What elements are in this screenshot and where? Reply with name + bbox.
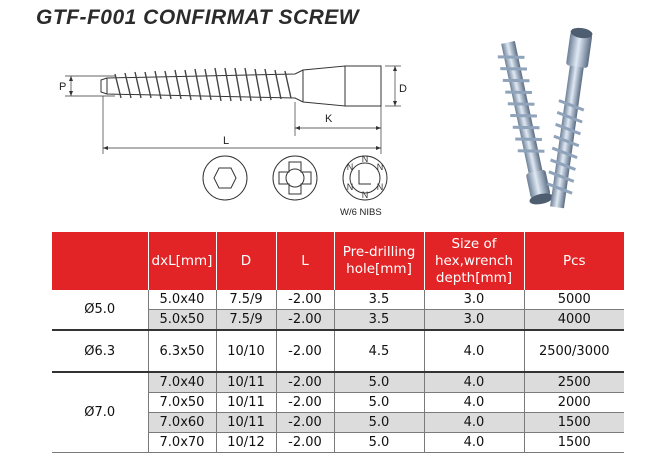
table-cell: 5.0x50 [148, 310, 216, 331]
table-header: Size of hex,wrench depth[mm] [424, 232, 524, 290]
table-header: dxL[mm] [148, 232, 216, 290]
table-cell: 5.0 [334, 433, 424, 453]
dim-d-label: D [399, 83, 407, 95]
table-cell: 6.3x50 [148, 330, 216, 372]
svg-text:N: N [361, 154, 369, 164]
table-cell: 1500 [524, 433, 624, 453]
table-header-blank [52, 232, 148, 290]
screw-photo [488, 22, 608, 222]
table-cell: 3.5 [334, 310, 424, 331]
table-cell: -2.00 [276, 413, 334, 433]
table-cell: -2.00 [276, 310, 334, 331]
svg-text:N: N [346, 182, 354, 192]
table-header: L [276, 232, 334, 290]
page-title: GTF-F001 CONFIRMAT SCREW [36, 6, 360, 29]
table-cell: 2000 [524, 393, 624, 413]
dim-k-label: K [325, 113, 333, 125]
table-cell: -2.00 [276, 330, 334, 372]
nibs-label: W/6 NIBS [340, 207, 382, 218]
table-cell: 7.0x40 [148, 372, 216, 393]
table-cell: -2.00 [276, 393, 334, 413]
table-header-row [52, 232, 624, 290]
table-row [52, 330, 624, 372]
table-row [52, 290, 624, 310]
svg-text:N: N [376, 182, 384, 192]
group-label: Ø7.0 [52, 372, 148, 453]
spec-table [52, 232, 624, 453]
table-cell: 4.0 [424, 330, 524, 372]
table-cell: 3.0 [424, 290, 524, 310]
table-cell: -2.00 [276, 433, 334, 453]
group-label: Ø5.0 [52, 290, 148, 330]
table-cell: 10/12 [216, 433, 276, 453]
group-label: Ø6.3 [52, 330, 148, 372]
table-cell: 4.0 [424, 372, 524, 393]
table-cell: 5000 [524, 290, 624, 310]
table-row [52, 372, 624, 393]
table-cell: -2.00 [276, 372, 334, 393]
table-cell: 10/11 [216, 372, 276, 393]
table-cell: 3.5 [334, 290, 424, 310]
table-cell: 7.0x60 [148, 413, 216, 433]
table-cell: 5.0 [334, 413, 424, 433]
svg-text:N: N [346, 162, 354, 172]
table-cell: 2500/3000 [524, 330, 624, 372]
screw-technical-drawing [45, 52, 425, 212]
table-cell: 4.5 [334, 330, 424, 372]
svg-text:N: N [361, 190, 369, 200]
table-cell: 4.0 [424, 413, 524, 433]
table-header: Pre-drilling hole[mm] [334, 232, 424, 290]
table-cell: 4.0 [424, 393, 524, 413]
table-header: Pcs [524, 232, 624, 290]
table-cell: 4.0 [424, 433, 524, 453]
table-cell: 4000 [524, 310, 624, 331]
table-cell: -2.00 [276, 290, 334, 310]
svg-text:N: N [376, 162, 384, 172]
table-cell: 3.0 [424, 310, 524, 331]
dim-p-label: P [59, 81, 67, 93]
table-cell: 10/11 [216, 393, 276, 413]
table-cell: 7.0x70 [148, 433, 216, 453]
table-cell: 5.0x40 [148, 290, 216, 310]
dim-l-label: L [223, 135, 230, 147]
table-cell: 1500 [524, 413, 624, 433]
table-cell: 5.0 [334, 372, 424, 393]
table-cell: 7.0x50 [148, 393, 216, 413]
table-header: D [216, 232, 276, 290]
table-cell: 10/10 [216, 330, 276, 372]
table-cell: 7.5/9 [216, 290, 276, 310]
table-cell: 2500 [524, 372, 624, 393]
table-cell: 5.0 [334, 393, 424, 413]
table-cell: 7.5/9 [216, 310, 276, 331]
table-cell: 10/11 [216, 413, 276, 433]
